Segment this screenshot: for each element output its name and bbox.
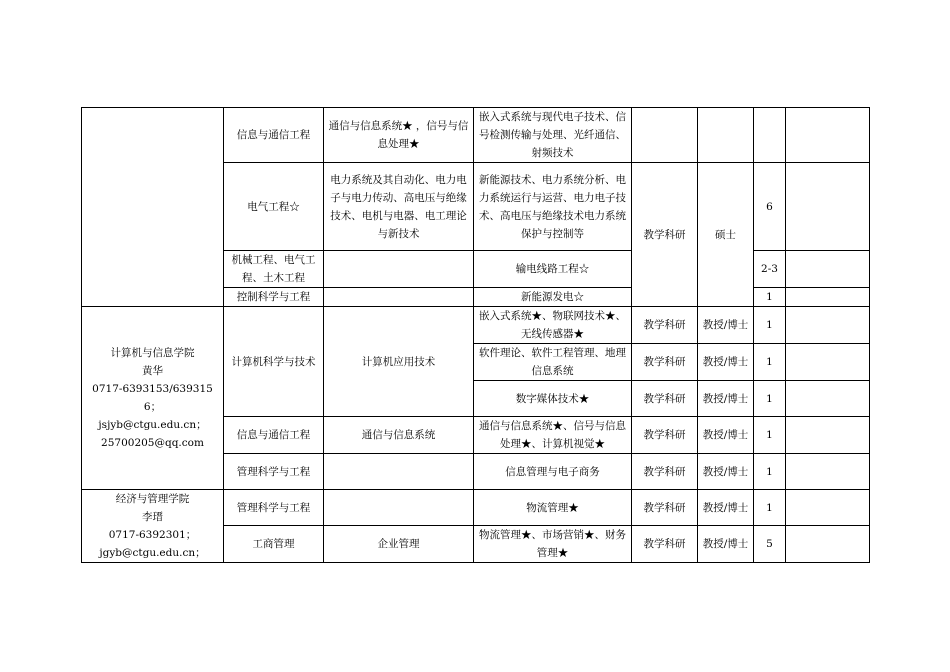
note-cell: [786, 526, 870, 563]
category-cell: 教学科研: [632, 454, 698, 490]
degree-cell: 教授/博士: [698, 454, 754, 490]
college-cell: 计算机与信息学院 黄华 0717-6393153/6393156； jsjyb@ctgu.edu.cn； 25700205@qq.com: [82, 307, 224, 490]
degree-cell: 教授/博士: [698, 381, 754, 417]
direction-cell: 通信与信息系统★ ，信号与信息处理★: [324, 108, 474, 163]
category-cell: 教学科研: [632, 417, 698, 454]
category-cell: 教学科研: [632, 526, 698, 563]
category-cell: 教学科研: [632, 163, 698, 307]
note-cell: [786, 288, 870, 307]
note-cell: [786, 307, 870, 344]
note-cell: [786, 381, 870, 417]
count-cell: 1: [754, 454, 786, 490]
note-cell: [786, 163, 870, 251]
research-cell: 物流管理★: [474, 490, 632, 526]
count-cell: 1: [754, 307, 786, 344]
research-cell: 软件理论、软件工程管理、地理信息系统: [474, 344, 632, 381]
count-cell: 1: [754, 288, 786, 307]
subject-cell: 机械工程、电气工程、土木工程: [224, 251, 324, 288]
direction-cell: [324, 454, 474, 490]
note-cell: [786, 417, 870, 454]
table-row: [82, 490, 870, 526]
research-cell: 数字媒体技术★: [474, 381, 632, 417]
college-cell: 经济与管理学院 李瑨 0717-6392301； jgyb@ctgu.edu.cn；: [82, 490, 224, 563]
research-cell: 嵌入式系统★、物联网技术★、无线传感器★: [474, 307, 632, 344]
count-cell: 1: [754, 381, 786, 417]
subject-cell: 控制科学与工程: [224, 288, 324, 307]
degree-cell: [698, 108, 754, 163]
direction-cell: 计算机应用技术: [324, 307, 474, 417]
subject-cell: 信息与通信工程: [224, 417, 324, 454]
category-cell: 教学科研: [632, 381, 698, 417]
direction-cell: [324, 251, 474, 288]
research-cell: 信息管理与电子商务: [474, 454, 632, 490]
subject-cell: 管理科学与工程: [224, 490, 324, 526]
degree-cell: 教授/博士: [698, 307, 754, 344]
count-cell: 2-3: [754, 251, 786, 288]
subject-cell: 电气工程☆: [224, 163, 324, 251]
direction-cell: [324, 490, 474, 526]
research-cell: 输电线路工程☆: [474, 251, 632, 288]
count-cell: 1: [754, 490, 786, 526]
count-cell: 5: [754, 526, 786, 563]
recruitment-table: [81, 107, 870, 563]
direction-cell: 电力系统及其自动化、电力电子与电力传动、高电压与绝缘技术、电机与电器、电工理论与新技术: [324, 163, 474, 251]
research-cell: 嵌入式系统与现代电子技术、信号检测传输与处理、光纤通信、射频技术: [474, 108, 632, 163]
note-cell: [786, 454, 870, 490]
note-cell: [786, 108, 870, 163]
category-cell: 教学科研: [632, 490, 698, 526]
degree-cell: 教授/博士: [698, 526, 754, 563]
category-cell: [632, 108, 698, 163]
count-cell: [754, 108, 786, 163]
research-cell: 新能源技术、电力系统分析、电力系统运行与运营、电力电子技术、高电压与绝缘技术电力系统保护与控制等: [474, 163, 632, 251]
table-row: [82, 307, 870, 344]
count-cell: 1: [754, 344, 786, 381]
direction-cell: 通信与信息系统: [324, 417, 474, 454]
degree-cell: 教授/博士: [698, 490, 754, 526]
subject-cell: 计算机科学与技术: [224, 307, 324, 417]
count-cell: 1: [754, 417, 786, 454]
degree-cell: 教授/博士: [698, 344, 754, 381]
direction-cell: 企业管理: [324, 526, 474, 563]
college-cell-empty: [82, 108, 224, 307]
category-cell: 教学科研: [632, 344, 698, 381]
degree-cell: 硕士: [698, 163, 754, 307]
category-cell: 教学科研: [632, 307, 698, 344]
note-cell: [786, 490, 870, 526]
table-row: [82, 108, 870, 163]
research-cell: 物流管理★、市场营销★、财务管理★: [474, 526, 632, 563]
direction-cell: [324, 288, 474, 307]
subject-cell: 管理科学与工程: [224, 454, 324, 490]
research-cell: 通信与信息系统★、信号与信息处理★、计算机视觉★: [474, 417, 632, 454]
count-cell: 6: [754, 163, 786, 251]
note-cell: [786, 344, 870, 381]
subject-cell: 信息与通信工程: [224, 108, 324, 163]
note-cell: [786, 251, 870, 288]
subject-cell: 工商管理: [224, 526, 324, 563]
research-cell: 新能源发电☆: [474, 288, 632, 307]
degree-cell: 教授/博士: [698, 417, 754, 454]
